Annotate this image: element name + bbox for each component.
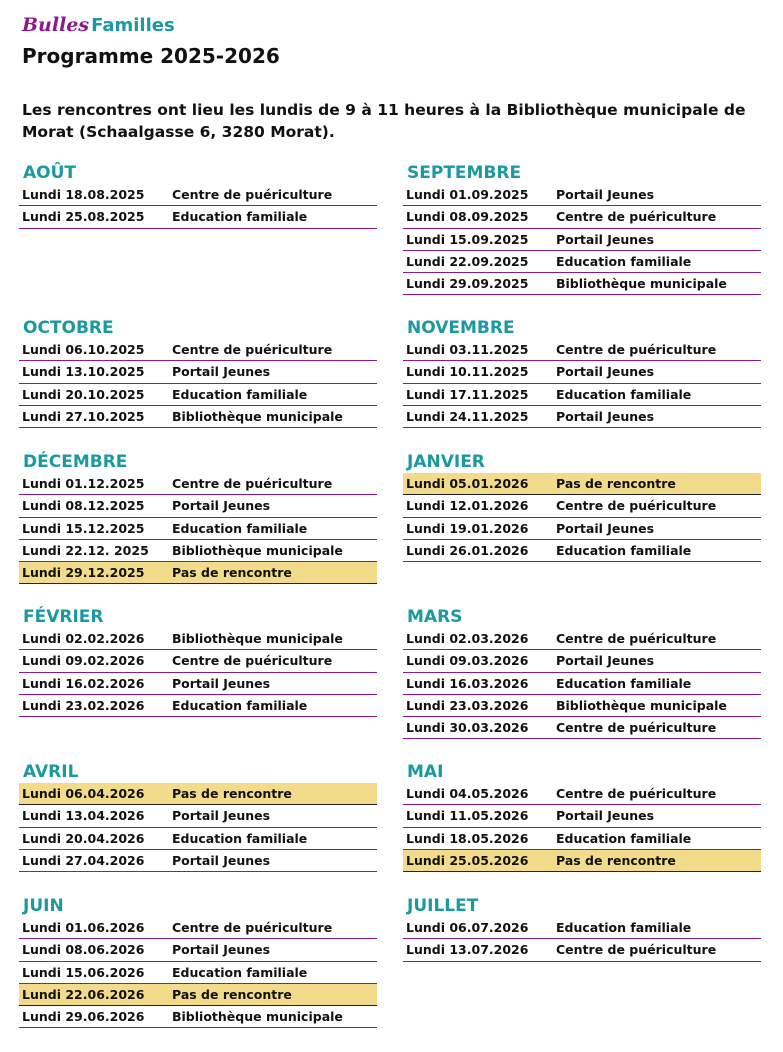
row-date: Lundi 08.12.2025 <box>22 498 145 514</box>
schedule-row <box>19 939 377 961</box>
row-place: Education familiale <box>172 697 308 713</box>
schedule-row <box>403 473 761 495</box>
month-heading: DÉCEMBRE <box>23 452 128 472</box>
row-place: Education familiale <box>172 520 308 536</box>
row-place: Pas de rencontre <box>172 565 292 581</box>
row-date: Lundi 11.05.2026 <box>406 808 529 824</box>
schedule-row <box>403 917 761 939</box>
row-place: Bibliothèque municipale <box>172 542 343 558</box>
row-date: Lundi 15.09.2025 <box>406 231 529 247</box>
schedule-row <box>403 206 761 228</box>
row-place: Education familiale <box>556 386 692 402</box>
row-date: Lundi 02.02.2026 <box>22 631 145 646</box>
row-date: Lundi 01.12.2025 <box>22 476 145 491</box>
row-place: Pas de rencontre <box>172 986 292 1002</box>
row-date: Lundi 02.03.2026 <box>406 631 529 646</box>
row-date: Lundi 18.08.2025 <box>22 187 145 202</box>
row-place: Bibliothèque municipale <box>556 697 727 713</box>
schedule-row <box>403 518 761 540</box>
row-date: Lundi 06.07.2026 <box>406 920 529 935</box>
schedule-row <box>403 229 761 251</box>
row-date: Lundi 27.10.2025 <box>22 408 145 424</box>
row-place: Education familiale <box>556 542 692 558</box>
row-place: Portail Jeunes <box>556 231 655 247</box>
row-date: Lundi 05.01.2026 <box>406 476 529 491</box>
row-place: Centre de puériculture <box>556 209 717 225</box>
schedule-row <box>19 339 377 361</box>
row-place: Education familiale <box>172 964 308 980</box>
schedule-row <box>403 939 761 961</box>
row-place: Education familiale <box>172 386 308 402</box>
month-block <box>403 317 761 428</box>
schedule-row <box>403 384 761 406</box>
row-date: Lundi 23.03.2026 <box>406 697 529 713</box>
row-date: Lundi 10.11.2025 <box>406 364 529 380</box>
schedule-row <box>19 828 377 850</box>
row-date: Lundi 01.06.2026 <box>22 920 145 935</box>
row-place: Portail Jeunes <box>556 187 655 202</box>
row-date: Lundi 23.02.2026 <box>22 697 145 713</box>
row-place: Education familiale <box>172 209 308 225</box>
row-date: Lundi 29.06.2026 <box>22 1009 145 1025</box>
row-place: Centre de puériculture <box>172 187 333 202</box>
row-place: Portail Jeunes <box>556 808 655 824</box>
row-date: Lundi 15.06.2026 <box>22 964 145 980</box>
month-block <box>19 451 377 584</box>
row-date: Lundi 09.03.2026 <box>406 653 529 669</box>
schedule-row <box>403 339 761 361</box>
row-place: Education familiale <box>556 920 692 935</box>
schedule-row <box>19 384 377 406</box>
schedule-row <box>19 495 377 517</box>
schedule-row <box>403 650 761 672</box>
row-place: Centre de puériculture <box>556 942 717 958</box>
row-date: Lundi 27.04.2026 <box>22 852 145 868</box>
row-date: Lundi 25.05.2026 <box>406 852 529 868</box>
row-date: Lundi 06.04.2026 <box>22 786 145 801</box>
row-date: Lundi 22.12. 2025 <box>22 542 149 558</box>
row-place: Portail Jeunes <box>556 408 655 424</box>
schedule-row <box>403 673 761 695</box>
schedule-row <box>403 828 761 850</box>
row-place: Education familiale <box>556 675 692 691</box>
schedule-row <box>19 1006 377 1028</box>
row-place: Centre de puériculture <box>556 720 717 736</box>
row-place: Portail Jeunes <box>172 852 271 868</box>
schedule-row <box>19 206 377 228</box>
row-date: Lundi 03.11.2025 <box>406 342 529 357</box>
row-place: Portail Jeunes <box>172 675 271 691</box>
row-place: Education familiale <box>556 830 692 846</box>
schedule-row <box>19 783 377 805</box>
schedule-row <box>19 473 377 495</box>
row-place: Pas de rencontre <box>556 852 676 868</box>
month-heading: AOÛT <box>23 163 77 183</box>
row-place: Portail Jeunes <box>556 520 655 536</box>
row-place: Centre de puériculture <box>172 476 333 491</box>
row-date: Lundi 25.08.2025 <box>22 209 145 225</box>
schedule-row <box>19 562 377 584</box>
row-date: Lundi 19.01.2026 <box>406 520 529 536</box>
row-place: Portail Jeunes <box>172 364 271 380</box>
row-place: Education familiale <box>556 253 692 269</box>
row-place: Centre de puériculture <box>172 653 333 669</box>
row-date: Lundi 24.11.2025 <box>406 408 529 424</box>
schedule-row <box>403 406 761 428</box>
schedule-row <box>19 917 377 939</box>
month-heading: SEPTEMBRE <box>407 163 522 183</box>
row-date: Lundi 08.06.2026 <box>22 942 145 958</box>
row-date: Lundi 18.05.2026 <box>406 830 529 846</box>
month-heading: JUIN <box>23 896 64 916</box>
row-place: Centre de puériculture <box>556 498 717 514</box>
month-heading: OCTOBRE <box>23 318 114 338</box>
row-date: Lundi 04.05.2026 <box>406 786 529 801</box>
month-block <box>19 162 377 229</box>
schedule-row <box>403 695 761 717</box>
row-place: Bibliothèque municipale <box>172 408 343 424</box>
schedule-row <box>19 850 377 872</box>
month-heading: AVRIL <box>23 762 79 782</box>
row-place: Bibliothèque municipale <box>172 1009 343 1025</box>
row-date: Lundi 01.09.2025 <box>406 187 529 202</box>
schedule-row <box>19 805 377 827</box>
logo <box>22 14 175 40</box>
row-date: Lundi 13.04.2026 <box>22 808 145 824</box>
schedule-row <box>19 962 377 984</box>
row-place: Bibliothèque municipale <box>556 276 727 292</box>
row-place: Portail Jeunes <box>556 364 655 380</box>
row-date: Lundi 16.02.2026 <box>22 675 145 691</box>
month-block <box>19 761 377 872</box>
schedule-row <box>403 184 761 206</box>
schedule-row <box>19 406 377 428</box>
month-block <box>403 606 761 739</box>
row-date: Lundi 15.12.2025 <box>22 520 145 536</box>
schedule-row <box>403 850 761 872</box>
row-place: Education familiale <box>172 830 308 846</box>
month-heading: NOVEMBRE <box>407 318 515 338</box>
month-block <box>403 895 761 962</box>
row-date: Lundi 30.03.2026 <box>406 720 529 736</box>
page-title: Programme 2025-2026 <box>22 44 280 68</box>
schedule-row <box>19 650 377 672</box>
schedule-row <box>19 695 377 717</box>
month-block <box>19 895 377 1028</box>
row-place: Portail Jeunes <box>172 808 271 824</box>
row-place: Centre de puériculture <box>172 920 333 935</box>
row-date: Lundi 17.11.2025 <box>406 386 529 402</box>
row-place: Centre de puériculture <box>556 342 717 357</box>
schedule-row <box>403 783 761 805</box>
row-date: Lundi 16.03.2026 <box>406 675 529 691</box>
schedule-row <box>403 495 761 517</box>
row-date: Lundi 22.09.2025 <box>406 253 529 269</box>
schedule-row <box>19 628 377 650</box>
schedule-row <box>403 805 761 827</box>
row-date: Lundi 29.12.2025 <box>22 565 145 581</box>
schedule-row <box>19 540 377 562</box>
row-date: Lundi 13.10.2025 <box>22 364 145 380</box>
schedule-row <box>403 273 761 295</box>
row-place: Bibliothèque municipale <box>172 631 343 646</box>
row-date: Lundi 20.04.2026 <box>22 830 145 846</box>
row-place: Centre de puériculture <box>556 786 717 801</box>
month-heading: JUILLET <box>407 896 479 916</box>
row-date: Lundi 06.10.2025 <box>22 342 145 357</box>
month-block <box>19 606 377 717</box>
row-date: Lundi 13.07.2026 <box>406 942 529 958</box>
schedule-row <box>403 628 761 650</box>
schedule-row <box>403 251 761 273</box>
month-heading: MAI <box>407 762 444 782</box>
row-place: Portail Jeunes <box>172 942 271 958</box>
month-heading: MARS <box>407 607 463 627</box>
schedule-row <box>19 518 377 540</box>
row-date: Lundi 08.09.2025 <box>406 209 529 225</box>
row-date: Lundi 20.10.2025 <box>22 386 145 402</box>
logo-part-2: Familles <box>91 15 175 36</box>
intro-text: Les rencontres ont lieu les lundis de 9 à 11 heures à la Bibliothèque municipale de Morat (Schaalgasse 6, 3280 Morat). <box>22 101 746 141</box>
schedule-row <box>403 717 761 739</box>
row-date: Lundi 29.09.2025 <box>406 276 529 292</box>
month-block <box>403 761 761 872</box>
month-block <box>403 162 761 295</box>
schedule-row <box>403 540 761 562</box>
schedule-row <box>19 984 377 1006</box>
row-date: Lundi 09.02.2026 <box>22 653 145 669</box>
month-heading: JANVIER <box>407 452 485 472</box>
schedule-row <box>19 361 377 383</box>
month-heading: FÉVRIER <box>23 607 104 627</box>
row-place: Centre de puériculture <box>172 342 333 357</box>
row-place: Pas de rencontre <box>556 476 676 491</box>
row-place: Centre de puériculture <box>556 631 717 646</box>
row-date: Lundi 26.01.2026 <box>406 542 529 558</box>
row-date: Lundi 12.01.2026 <box>406 498 529 514</box>
month-block <box>403 451 761 562</box>
row-place: Portail Jeunes <box>556 653 655 669</box>
row-place: Pas de rencontre <box>172 786 292 801</box>
logo-part-1: Bulles <box>22 14 90 36</box>
schedule-row <box>19 184 377 206</box>
schedule-row <box>19 673 377 695</box>
row-date: Lundi 22.06.2026 <box>22 986 145 1002</box>
row-place: Portail Jeunes <box>172 498 271 514</box>
schedule-row <box>403 361 761 383</box>
month-block <box>19 317 377 428</box>
